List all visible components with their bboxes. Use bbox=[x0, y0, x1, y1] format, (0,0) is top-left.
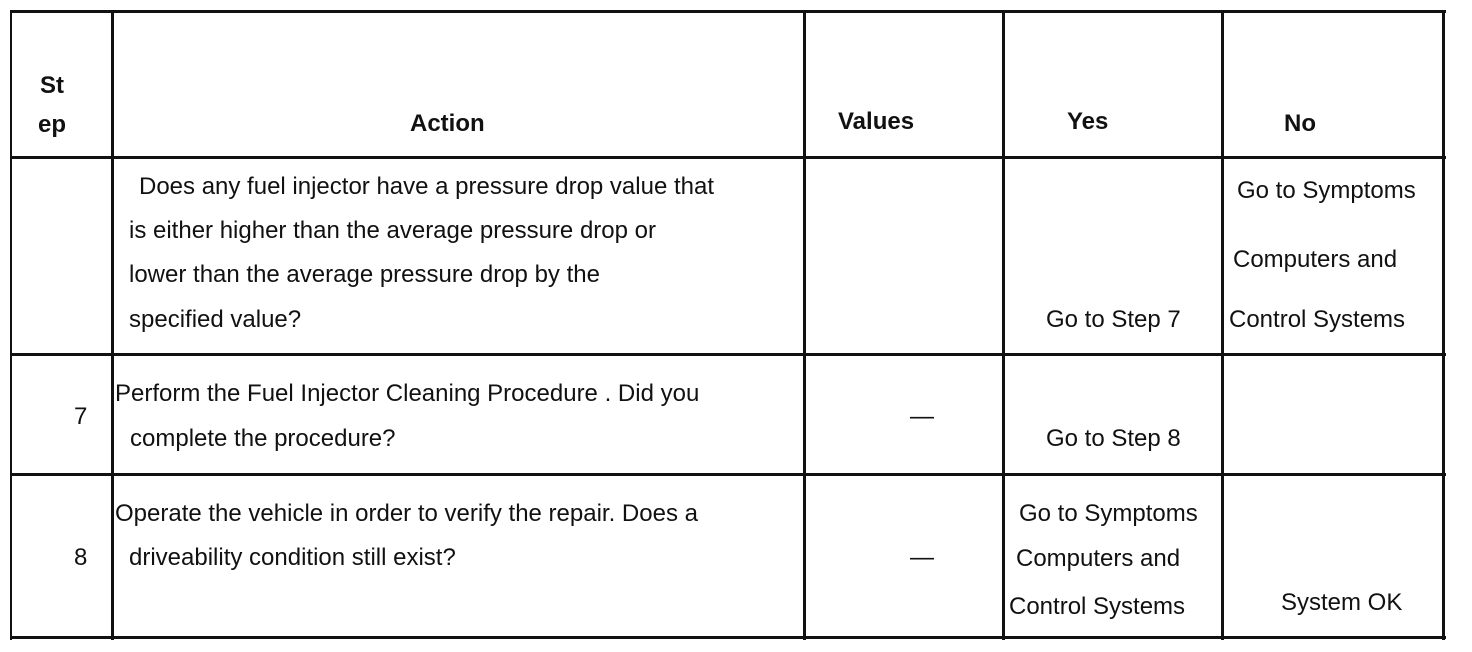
no-cell: Control Systems bbox=[1229, 306, 1406, 333]
no-cell: Computers and bbox=[1233, 246, 1398, 273]
step-number: 7 bbox=[74, 403, 88, 430]
grid-line bbox=[10, 636, 1446, 639]
action-text: Operate the vehicle in order to verify the repair. Does a bbox=[115, 500, 698, 527]
header-step: ep bbox=[38, 111, 67, 138]
yes-cell: Go to Symptoms bbox=[1019, 500, 1198, 527]
grid-line bbox=[10, 353, 1446, 356]
grid-line bbox=[10, 156, 1446, 159]
action-text: driveability condition still exist? bbox=[129, 544, 456, 571]
action-text: specified value? bbox=[129, 306, 302, 333]
yes-cell: Go to Step 7 bbox=[1046, 306, 1181, 333]
action-text: is either higher than the average pressure drop or bbox=[129, 217, 656, 244]
yes-cell: Computers and bbox=[1016, 545, 1181, 572]
step-number: 8 bbox=[74, 544, 88, 571]
yes-cell: Control Systems bbox=[1009, 593, 1186, 620]
no-cell: System OK bbox=[1281, 589, 1403, 616]
header-values: Values bbox=[838, 108, 915, 135]
values-cell: — bbox=[910, 403, 934, 430]
no-cell: Go to Symptoms bbox=[1237, 177, 1416, 204]
action-text: Perform the Fuel Injector Cleaning Procedure . Did you bbox=[115, 380, 700, 407]
values-cell: — bbox=[910, 544, 934, 571]
grid-line bbox=[10, 10, 12, 640]
header-yes: Yes bbox=[1067, 108, 1109, 135]
header-no: No bbox=[1284, 110, 1316, 137]
action-text: lower than the average pressure drop by the bbox=[129, 261, 600, 288]
grid-line bbox=[1221, 10, 1224, 640]
action-text: complete the procedure? bbox=[130, 425, 396, 452]
grid-line bbox=[1002, 10, 1005, 640]
yes-cell: Go to Step 8 bbox=[1046, 425, 1181, 452]
header-action: Action bbox=[410, 110, 485, 137]
grid-line bbox=[111, 10, 114, 640]
grid-line bbox=[1442, 10, 1445, 640]
header-step: St bbox=[40, 72, 64, 99]
grid-line bbox=[10, 473, 1446, 476]
grid-line bbox=[10, 10, 1446, 13]
action-text: Does any fuel injector have a pressure drop value that bbox=[139, 173, 715, 200]
grid-line bbox=[803, 10, 806, 640]
